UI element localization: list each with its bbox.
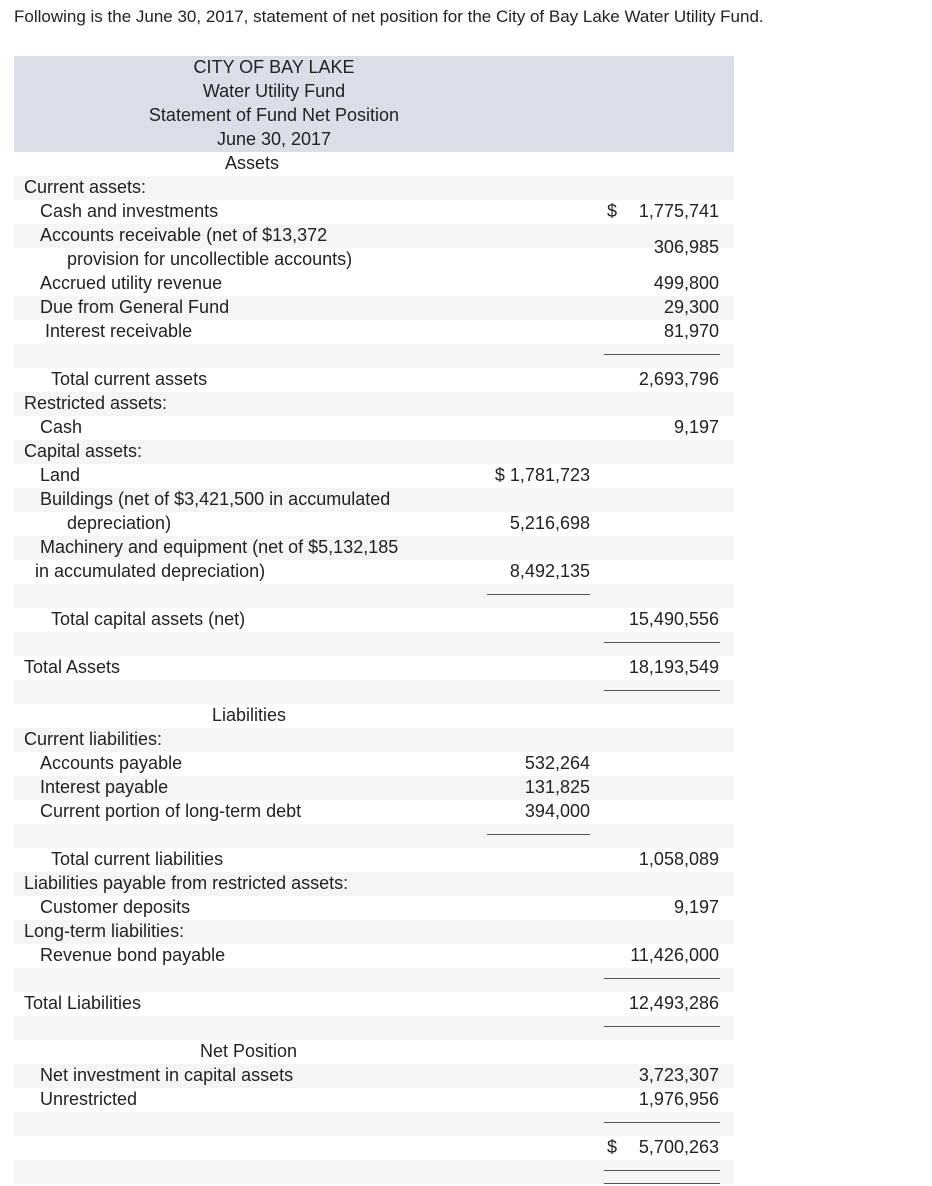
due-general-fund-label: Due from General Fund (40, 297, 230, 317)
interest-payable-value: 131,825 (524, 777, 590, 797)
total-current-assets-label: Total current assets (51, 369, 208, 389)
subtotal-rule (604, 642, 720, 643)
double-rule-top (604, 1170, 720, 1171)
land-value: $ 1,781,723 (494, 465, 590, 485)
net-position-total-dollar: $ (607, 1137, 618, 1157)
accrued-revenue-label: Accrued utility revenue (40, 273, 223, 293)
header-statement: Statement of Fund Net Position (148, 105, 400, 125)
restricted-assets-label: Restricted assets: (24, 393, 168, 413)
row-band (14, 1160, 734, 1184)
net-investment-label: Net investment in capital assets (40, 1065, 294, 1085)
total-capital-assets-label: Total capital assets (net) (51, 609, 246, 629)
restricted-liabilities-label: Liabilities payable from restricted assets: (24, 873, 349, 893)
intro-text: Following is the June 30, 2017, statement of net position for the City of Bay Lake Water Utility Fund. (14, 7, 764, 26)
customer-deposits-value: 9,197 (673, 897, 719, 917)
subtotal-rule (487, 834, 590, 835)
subtotal-rule (487, 594, 590, 595)
buildings-value: 5,216,698 (509, 513, 590, 533)
current-assets-label: Current assets: (24, 177, 147, 197)
current-ltd-value: 394,000 (524, 801, 590, 821)
total-current-assets-value: 2,693,796 (638, 369, 719, 389)
net-position-total-value: 5,700,263 (638, 1137, 719, 1157)
row-band (14, 824, 734, 848)
revenue-bond-label: Revenue bond payable (40, 945, 226, 965)
row-band (14, 1016, 734, 1040)
buildings-label: Buildings (net of $3,421,500 in accumulated (40, 489, 391, 509)
due-general-fund-value: 29,300 (663, 297, 719, 317)
row-band (14, 1112, 734, 1136)
cash-investments-value: 1,775,741 (638, 201, 719, 221)
subtotal-rule (604, 978, 720, 979)
unrestricted-value: 1,976,956 (638, 1089, 719, 1109)
accounts-receivable-label-cont: provision for uncollectible accounts) (67, 249, 353, 269)
buildings-label-cont: depreciation) (67, 513, 172, 533)
subtotal-rule (604, 354, 720, 355)
total-current-liabilities-value: 1,058,089 (638, 849, 719, 869)
interest-receivable-label: Interest receivable (45, 321, 193, 341)
accrued-revenue-value: 499,800 (653, 273, 719, 293)
land-label: Land (40, 465, 81, 485)
header-fund: Water Utility Fund (202, 81, 346, 101)
total-liabilities-value: 12,493,286 (628, 993, 719, 1013)
total-rule (604, 1026, 720, 1027)
cash-investments-label: Cash and investments (40, 201, 219, 221)
interest-receivable-value: 81,970 (663, 321, 719, 341)
machinery-label: Machinery and equipment (net of $5,132,185 (40, 537, 399, 557)
double-rule-bottom (604, 1183, 720, 1184)
long-term-liabilities-label: Long-term liabilities: (24, 921, 185, 941)
accounts-receivable-label: Accounts receivable (net of $13,372 (40, 225, 328, 245)
current-liabilities-label: Current liabilities: (24, 729, 163, 749)
total-liabilities-label: Total Liabilities (24, 993, 142, 1013)
liabilities-heading: Liabilities (212, 705, 287, 725)
net-investment-value: 3,723,307 (638, 1065, 719, 1085)
total-assets-value: 18,193,549 (628, 657, 719, 677)
row-band (14, 968, 734, 992)
subtotal-rule (604, 1122, 720, 1123)
row-band (14, 344, 734, 368)
total-assets-label: Total Assets (24, 657, 121, 677)
net-position-heading: Net Position (200, 1041, 298, 1061)
machinery-label-cont: in accumulated depreciation) (35, 561, 266, 581)
row-band (14, 632, 734, 656)
total-current-liabilities-label: Total current liabilities (51, 849, 224, 869)
total-capital-assets-value: 15,490,556 (628, 609, 719, 629)
cash-investments-dollar: $ (607, 201, 618, 221)
revenue-bond-value: 11,426,000 (630, 945, 719, 965)
capital-assets-label: Capital assets: (24, 441, 143, 461)
header-date: June 30, 2017 (216, 129, 332, 149)
row-band (14, 584, 734, 608)
restricted-cash-value: 9,197 (673, 417, 719, 437)
interest-payable-label: Interest payable (40, 777, 169, 797)
unrestricted-label: Unrestricted (40, 1089, 138, 1109)
row-band (14, 680, 734, 704)
assets-heading: Assets (225, 153, 280, 173)
accounts-payable-value: 532,264 (524, 753, 590, 773)
restricted-cash-label: Cash (40, 417, 83, 437)
header-entity: CITY OF BAY LAKE (193, 57, 355, 77)
current-ltd-label: Current portion of long-term debt (40, 801, 302, 821)
accounts-receivable-value: 306,985 (653, 237, 719, 257)
customer-deposits-label: Customer deposits (40, 897, 191, 917)
accounts-payable-label: Accounts payable (40, 753, 183, 773)
total-rule (604, 690, 720, 691)
machinery-value: 8,492,135 (509, 561, 590, 581)
